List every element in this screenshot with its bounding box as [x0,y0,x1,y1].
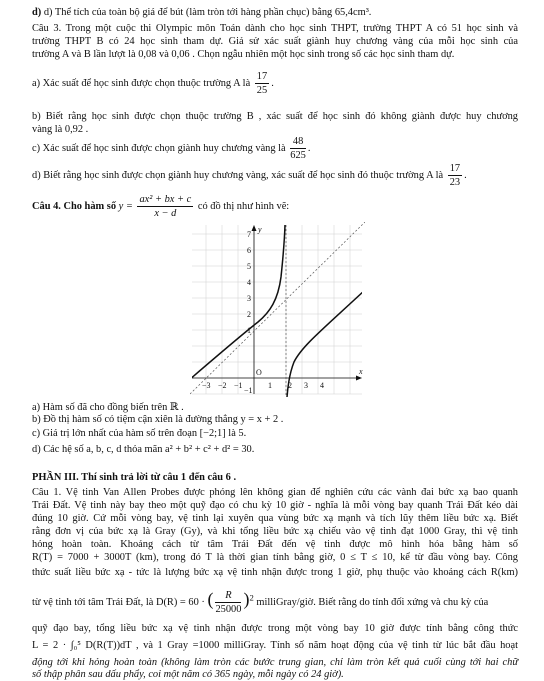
p3q1-line10: L = 2 · ∫₀⁵ D(R(T))dT , và 1 Gray =1000 milliGray. Tính số năm hoạt động của vệ tinh từ lúc bắt đầu hoạt [32,640,518,651]
x-tick-label: −1 [234,381,243,390]
q3-stem-line2: trường THPT B có 24 học sinh tham dự. Giả sử xác suất giành huy chương vàng của mỗi học sinh của [32,36,518,47]
x-tick-label: 4 [320,381,324,390]
q3-stem-line1: Câu 3. Trong một cuộc thi Olympic môn Toán dành cho học sinh THPT, trường THPT A có 51 học sinh và [32,23,518,34]
q4-item-d: d) Các hệ số a, b, c, d thỏa mãn a² + b² + c² + d² = 30. [32,444,255,455]
p3q1-line12: số thập phân sau dấu phẩy, coi một năm có 365 ngày, mỗi ngày có 24 giờ). [32,669,344,680]
p3q1-line6: R(T) = 7000 + 3000T (km), trong đó T là thời gian tính bằng giờ, 0 ≤ T ≤ 10, kể từ đầu vòng bay. Công [32,552,518,563]
y-tick-label: 5 [247,262,251,271]
function-graph [190,222,365,397]
x-tick-label: −2 [218,381,227,390]
x-tick-label: 1 [268,381,272,390]
q3-stem-line3: trường A và B lần lượt là 0,08 và 0,06 . Chọn ngẫu nhiên một học sinh trong số các học sinh tham dự. [32,49,455,60]
part3-heading: PHẦN III. Thí sinh trả lời từ câu 1 đến câu 6 . [32,472,237,483]
q4-item-a: a) Hàm số đã cho đồng biến trên ℝ . [32,402,184,413]
y-tick-label: 4 [247,278,251,287]
q2-item-d: d) d) Thể tích của toàn bộ giá để bút (làm tròn tới hàng phần chục) bằng 65,4cm³. [32,7,372,18]
y-tick-label: 3 [247,294,251,303]
x-tick-label: 3 [304,381,308,390]
q3-item-b-line2: vàng là 0,92 . [32,124,89,135]
p3q1-line3: đúng 10 giờ. Cứ mỗi vòng bay, vệ tinh lại xuyên qua vùng bức xạ mạnh và tích lũy thêm liều bức xạ. Biết [32,513,518,524]
fraction: $\frac{R}{25000}$ [215,590,242,615]
y-axis-arrow-icon [252,225,257,231]
x-axis-arrow-icon [356,376,362,381]
p3q1-line1: Câu 1. Vệ tinh Van Allen Probes được phóng lên không gian để nghiên cứu các vành đai bức xạ bao quanh [32,487,518,498]
q3-item-a: a) Xác suất để học sinh được chọn thuộc trường A là $\frac{17}{25}$ . [32,71,274,96]
p3q1-line5: hỏng hoàn toàn. Khoảng cách từ tâm Trái Đất đến vệ tinh được mô hình hóa bằng hàm số [32,539,518,550]
fraction: $\frac{17}{25}$ [256,71,268,96]
y-tick-label: −1 [244,386,253,395]
y-tick-label: 1 [247,326,251,335]
fraction: $\frac{17}{23}$ [449,163,461,188]
q4-item-b: b) Đồ thị hàm số có tiệm cận xiên là đường thẳng y = x + 2 . [32,414,284,425]
y-axis-label: y [258,225,262,234]
y-tick-label: 2 [247,310,251,319]
p3q1-line9: quỹ đạo bay, tổng liều bức xạ vệ tinh nhận được trong một vòng bay 10 giờ được tính bằng công thức [32,623,518,634]
p3q1-line11: động tới khi hỏng hoàn toàn (không làm tròn các bước trung gian, chỉ làm tròn kết quả cuối cùng tới hai chữ [32,657,518,668]
q4-item-c: c) Giá trị lớn nhất của hàm số trên đoạn [−2;1] là 5. [32,428,247,439]
fraction: $\frac{\text{ax² + bx + c}}{x - d}$ [139,194,192,219]
q3-item-b-line1: b) Biết rằng học sinh được chọn thuộc trường B , xác suất để học sinh đó không giành được huy chương [32,111,518,122]
x-axis-label: x [359,367,363,376]
x-tick-label: 2 [288,381,292,390]
p3q1-line8: từ vệ tinh tới tâm Trái Đất, là D(R) = 60 · ( $\frac{R}{25000}$ )$^2$ milliGray/giờ. Biết rằng do tính đối xứng và chu kỳ của [32,588,489,615]
origin-label: O [256,368,262,377]
q3-item-d: d) Biết rằng học sinh được chọn giành huy chương vàng, xác suất để học sinh đó thuộc trường A là $\frac{17}{23}$ . [32,163,467,188]
q3-item-c: c) Xác suất để học sinh được chọn giành huy chương vàng là $\frac{48}{625}$ . [32,136,311,161]
function-curve [190,225,365,397]
y-tick-label: 6 [247,246,251,255]
fraction: $\frac{48}{625}$ [290,136,306,161]
oblique-asymptote [190,222,365,394]
x-tick-label: −3 [202,381,211,390]
p3q1-line4: rằng đơn vị của bức xạ là Gray (Gy), và khi tổng liều bức xạ chiếu vào vệ tinh đạt 1000 Gray, thì vệ tinh [32,526,518,537]
p3q1-line2: Trái Đất. Vệ tinh này bay theo một quỹ đạo có chu kỳ 10 giờ - nghĩa là mỗi vòng bay quanh Trái Đất kéo dài [32,500,518,511]
q4-stem: Câu 4. Cho hàm số y = $\frac{\text{ax² + bx + c}}{x - d}$ có đồ thị như hình vẽ: [32,194,290,219]
y-tick-label: 7 [247,230,251,239]
p3q1-line7: thức suất liều bức xạ - tức là lượng bức xạ vệ tinh nhận được trong 1 giờ, phụ thuộc vào khoảng cách R(km) [32,567,518,578]
